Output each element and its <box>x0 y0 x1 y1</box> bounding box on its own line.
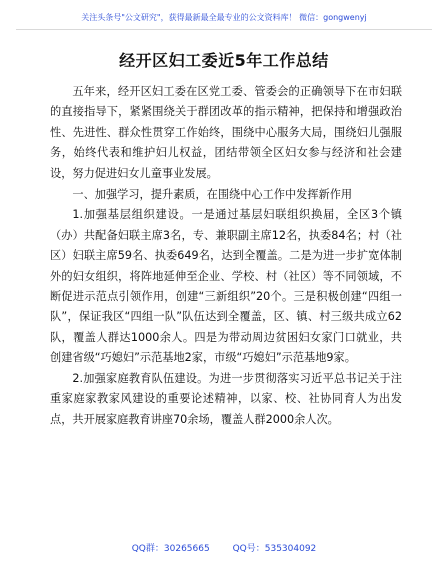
document-body <box>50 82 402 430</box>
footer-qq: QQ号：535304092 <box>232 544 317 554</box>
footer-qq-group: QQ群：30265665 <box>131 544 210 554</box>
body-paragraph: 1.加强基层组织建设。一是通过基层妇联组织换届，全区3个镇（办）共配备妇联主席3名，专、兼职副主席12名，执委84名；村（社区）妇联主席59名、执委649名，达到全覆盖。二是为进一步扩宽体制外的妇女组织，将阵地延伸至企业、学校、村（社区）等不同领域，不断促进示范点引领作用，创建“三新组织”20个。三是积极创建“四组一队”，保证我区“四组一队”队伍达到全覆盖，区、镇、村三级共成立62队，覆盖人群达1000余人。四是为带动周边贫困妇女家门口就业，共创建省级“巧媳妇”示范基地2家，市级“巧媳妇”示范基地9家。 <box>50 208 402 365</box>
footer-contact <box>0 541 448 554</box>
page-title: 经开区妇工委近5年工作总结 <box>119 51 329 70</box>
header-banner: 关注头条号"公文研究"，获得最新最全最专业的公文资料库！ 微信：gongwenyj <box>16 12 432 30</box>
section-heading: 一、加强学习，提升素质，在围绕中心工作中发挥新作用 <box>72 188 353 202</box>
intro-paragraph: 五年来，经开区妇工委在区党工委、管委会的正确领导下在市妇联的直接指导下，紧紧围绕关于群团改革的指示精神，把保持和增强政治性、先进性、群众性贯穿工作始终，围绕中心服务大局，围绕妇儿强服务，始终代表和维护妇儿权益，团结带领全区妇女参与经济和社会建设，努力促进妇女儿童事业发展。 <box>50 85 402 180</box>
body-paragraph: 2.加强家庭教育队伍建设。为进一步贯彻落实习近平总书记关于注重家庭家教家风建设的重要论述精神，以家、校、社协同育人为出发点，共开展家庭教育讲座70余场，覆盖人群2000余人次。 <box>50 371 402 426</box>
